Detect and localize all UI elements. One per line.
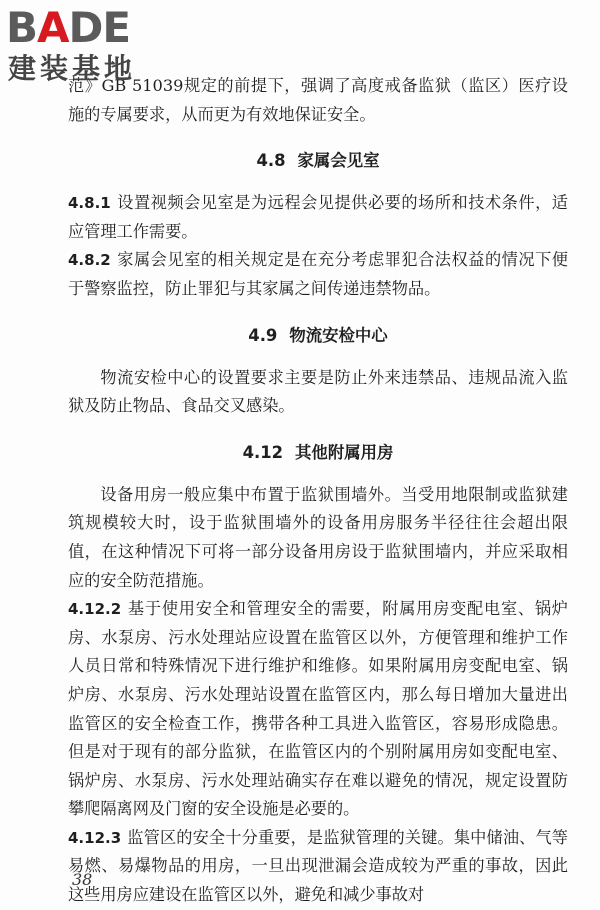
paragraph-4-12: 设备用房一般应集中布置于监狱围墙外。当受用地限制或监狱建筑规模较大时，设于监狱围墙外的设备用房服务半径往往会超出限值，在这种情况下可将一部分设备用房设于监狱围墙内，并应采取相应的安全防范措施。 [68, 484, 568, 590]
clause-4-8-2: 4.8.2 家属会见室的相关规定是在充分考虑罪犯合法权益的情况下便于警察监控，防止罪犯与其家属之间传递违禁物品。 [68, 250, 568, 298]
clause-4-12-3: 4.12.3 监管区的安全十分重要，是监狱管理的关键。集中储油、气等易燃、易爆物品的用房，一旦出现泄漏会造成较为严重的事故，因此这些用房应建设在监管区以外，避免和减少事故对 [68, 827, 568, 905]
logo-tagline: 建装基地 [8, 52, 137, 85]
section-heading-4-8: 4.8 家属会见室 [256, 151, 380, 171]
bade-logo [6, 4, 176, 88]
page-number: 38 [72, 870, 93, 889]
section-heading-4-9: 4.9 物流安检中心 [248, 325, 388, 345]
section-heading-4-12: 4.12 其他附属用房 [242, 442, 394, 462]
logo-wordmark: BADE [6, 3, 131, 52]
document-page [68, 72, 568, 910]
clause-4-8-1: 4.8.1 设置视频会见室是为远程会见提供必要的场所和技术条件，适应管理工作需要。 [68, 193, 568, 241]
clause-4-12-2: 4.12.2 基于使用安全和管理安全的需要，附属用房变配电室、锅炉房、水泵房、污水处理站应设置在监管区以外，方便管理和维护工作人员日常和特殊情况下进行维护和维修。如果附属用房变配电室、锅炉房、水泵房、污水处理站设置在监管区内，那么每日增加大量进出监管区的安全检查工作，携带各种工具进入监管区，容易形成隐患。但是对于现有的部分监狱，在监管区内的个别附属用房如变配电室、锅炉房、水泵房、污水处理站确实存在难以避免的情况，规定设置防攀爬隔离网及门窗的安全设施是必要的。 [68, 599, 568, 819]
paragraph-4-9: 物流安检中心的设置要求主要是防止外来违禁品、违规品流入监狱及防止物品、食品交叉感染。 [68, 367, 568, 416]
paragraph-continuation: 范》GB 51039规定的前提下，强调了高度戒备监狱（监区）医疗设施的专属要求，从而更为有效地保证安全。 [68, 76, 568, 124]
